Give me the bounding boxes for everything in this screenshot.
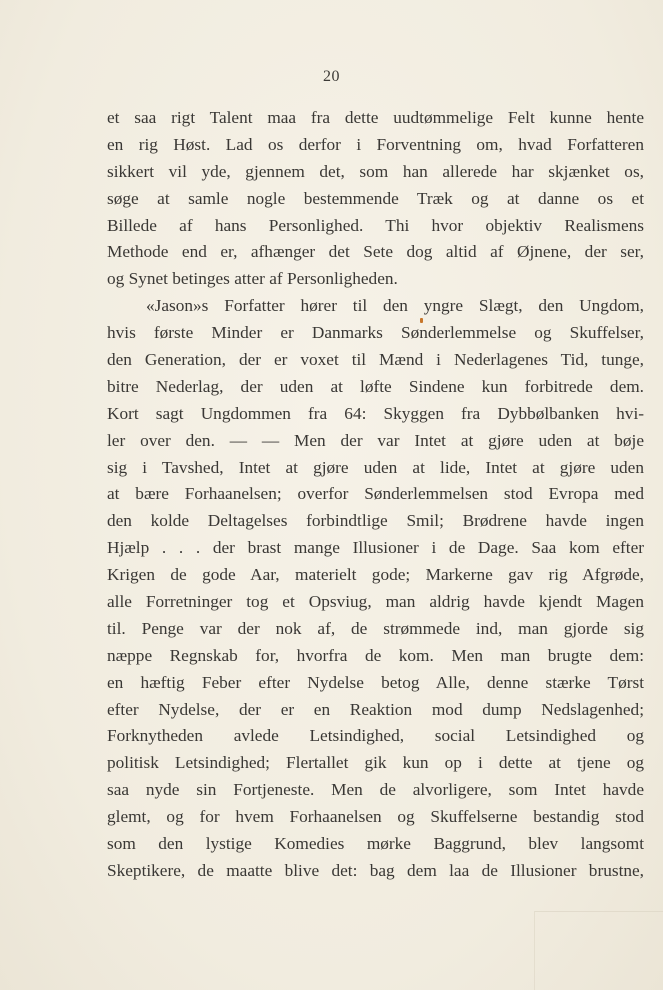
text-line: den kolde Deltagelses forbindtlige Smil; Brødrene havde ingen <box>107 511 644 531</box>
text-line: ler over den. — — Men der var Intet at gjøre uden at bøje <box>107 430 644 450</box>
text-line: bitre Nederlag, der uden at løfte Sindene kun forbitrede dem. <box>107 376 644 396</box>
text-line: Skeptikere, de maatte blive det: bag dem laa de Illusioner brustne, <box>107 860 644 880</box>
text-line: «Jason»s Forfatter hører til den yngre Slægt, den Ungdom, <box>146 296 644 316</box>
page-number: 20 <box>323 68 340 85</box>
text-line: som den lystige Komedies mørke Baggrund, blev langsomt <box>107 834 644 854</box>
body-text <box>107 105 644 885</box>
text-line: søge at samle nogle bestemmende Træk og at danne os et <box>107 188 644 208</box>
text-line: glemt, og for hvem Forhaanelsen og Skuffelserne bestandig stod <box>107 807 644 827</box>
text-line: hvis første Minder er Danmarks Sønderlemmelse og Skuffelser, <box>107 323 644 343</box>
text-line: efter Nydelse, der er en Reaktion mod dump Nedslagenhed; <box>107 699 644 719</box>
text-line: til. Penge var der nok af, de strømmede ind, man gjorde sig <box>107 618 644 638</box>
text-line: Forknytheden avlede Letsindighed, social Letsindighed og <box>107 726 644 746</box>
text-line: alle Forretninger tog et Opsviug, man aldrig havde kjendt Magen <box>107 592 644 612</box>
text-line: Methode end er, afhænger det Sete dog altid af Øjnene, der ser, <box>107 242 644 262</box>
text-line: Kort sagt Ungdommen fra 64: Skyggen fra Dybbølbanken hvi- <box>107 403 644 423</box>
text-line: sikkert vil yde, gjennem det, som han allerede har skjænket os, <box>107 161 644 181</box>
paragraph-2 <box>107 293 644 885</box>
text-line: Hjælp . . . der brast mange Illusioner i de Dage. Saa kom efter <box>107 538 644 558</box>
text-line: sig i Tavshed, Intet at gjøre uden at lide, Intet at gjøre uden <box>107 457 644 477</box>
text-line: Krigen de gode Aar, materielt gode; Markerne gav rig Afgrøde, <box>107 565 644 585</box>
text-line: Billede af hans Personlighed. Thi hvor objektiv Realismens <box>107 215 644 235</box>
text-line: en rig Høst. Lad os derfor i Forventning om, hvad Forfatteren <box>107 134 644 154</box>
text-line: at bære Forhaanelsen; overfor Sønderlemmelsen stod Evropa med <box>107 484 644 504</box>
text-line: en hæftig Feber efter Nydelse betog Alle, denne stærke Tørst <box>107 672 644 692</box>
text-line: den Generation, der er voxet til Mænd i Nederlagenes Tid, tunge, <box>107 350 644 370</box>
text-line: næppe Regnskab for, hvorfra de kom. Men man brugte dem: <box>107 645 644 665</box>
scan-corner-artifact <box>534 911 663 990</box>
text-line: og Synet betinges atter af Personligheden. <box>107 269 398 289</box>
text-line: saa nyde sin Fortjeneste. Men de alvorligere, som Intet havde <box>107 780 644 800</box>
paragraph-1 <box>107 105 644 293</box>
text-line: et saa rigt Talent maa fra dette uudtømmelige Felt kunne hente <box>107 108 644 127</box>
text-line: politisk Letsindighed; Flertallet gik kun op i dette at tjene og <box>107 753 644 773</box>
